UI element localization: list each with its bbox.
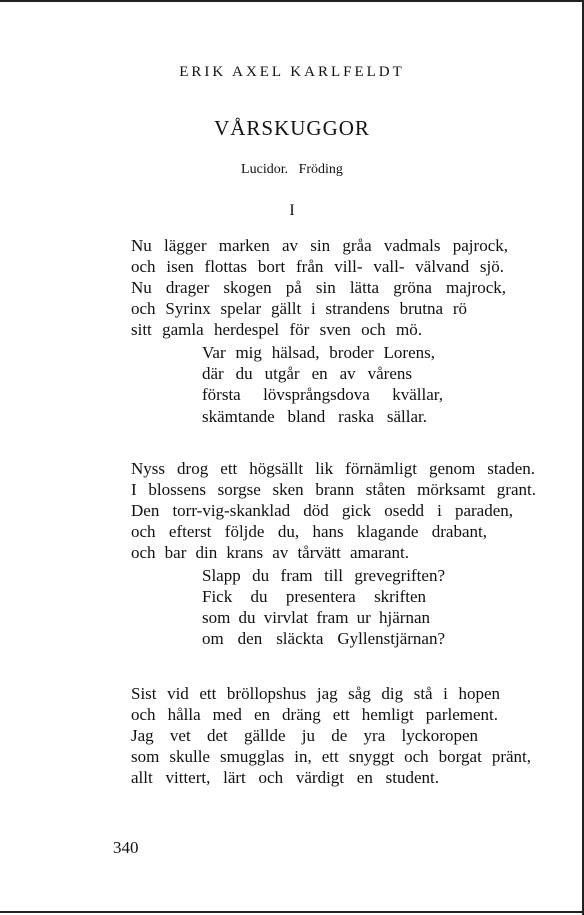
verse-line: Nu lägger marken av sin gråa vadmals pajrock, [131,236,508,255]
verse-line: och Syrinx spelar gällt i strandens brutna rö [131,299,467,318]
verse-line: Fick du presentera skriften [202,587,426,606]
verse-line: första lövsprångsdova kvällar, [202,385,443,404]
epigraph: Lucidor. Fröding [241,162,343,177]
verse-line: Nyss drog ett högsällt lik förnämligt genom staden. [131,459,535,478]
bottom-border [0,911,584,913]
verse-line: Nu drager skogen på sin lätta gröna majrock, [131,278,506,297]
verse-line: Sist vid ett bröllopshus jag såg dig stå i hopen [131,684,500,703]
verse-line: och efterst följde du, hans klagande drabant, [131,522,487,541]
section-number: I [289,202,295,219]
poem-title: VÅRSKUGGOR [214,116,370,140]
verse-line: och hålla med en dräng ett hemligt parlement. [131,705,498,724]
verse-line: allt vittert, lärt och värdigt en student. [131,768,439,787]
page-number: 340 [113,838,139,857]
verse-line: som du virvlat fram ur hjärnan [202,608,430,627]
verse-line: och isen flottas bort från vill- vall- välvand sjö. [131,257,504,276]
verse-line: Slapp du fram till grevegriften? [202,566,445,585]
verse-line: där du utgår en av vårens [202,364,412,383]
verse-line: och bar din krans av tårvätt amarant. [131,543,409,562]
verse-line: I blossens sorgse sken brann ståten mörksamt grant. [131,480,536,499]
verse-line: skämtande bland raska sällar. [202,407,427,426]
verse-line: sitt gamla herdespel för sven och mö. [131,320,422,339]
verse-line: Jag vet det gällde ju de yra lyckoropen [131,726,478,745]
verse-line: Var mig hälsad, broder Lorens, [202,343,435,362]
top-border [0,0,584,2]
verse-line: Den torr-vig-skanklad död gick osedd i paraden, [131,501,513,520]
running-head: ERIK AXEL KARLFELDT [179,64,405,80]
verse-line: som skulle smugglas in, ett snyggt och borgat pränt, [131,747,531,766]
verse-line: om den släckta Gyllenstjärnan? [202,629,445,648]
